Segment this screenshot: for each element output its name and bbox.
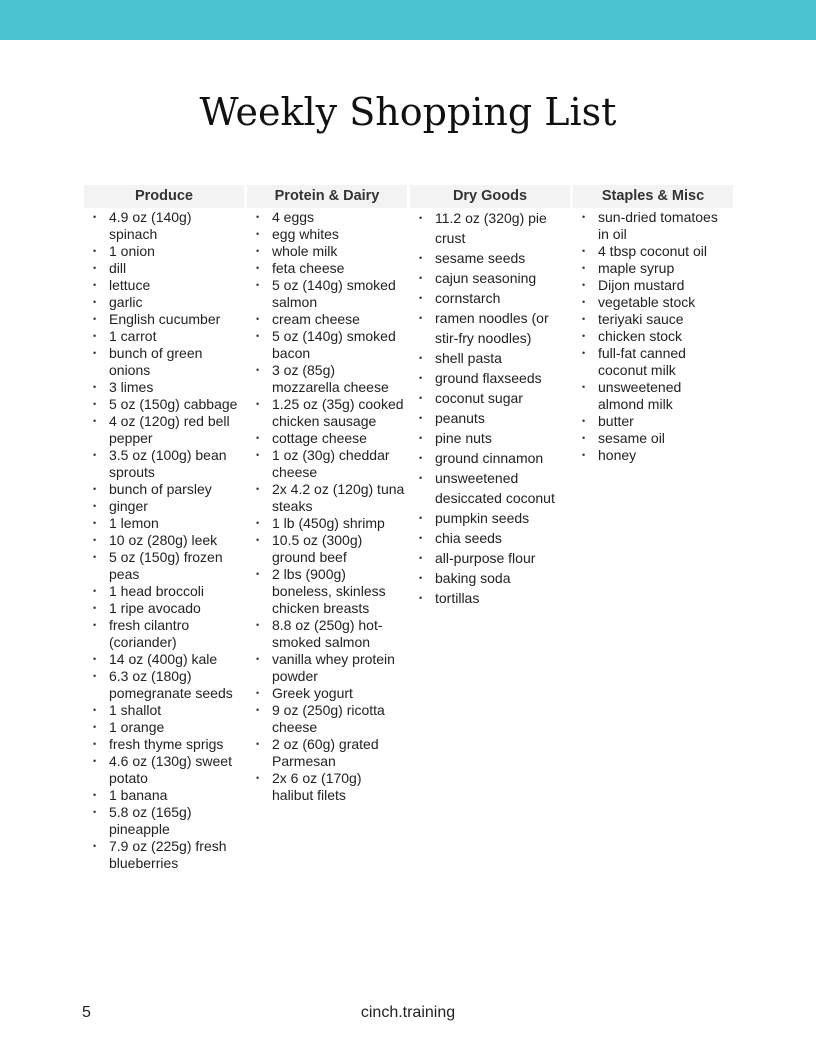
- list-item: • shell pasta: [410, 348, 570, 368]
- item-list: [84, 208, 244, 872]
- list-item: • all-purpose flour: [410, 548, 570, 568]
- list-item: • 1 lb (450g) shrimp: [247, 515, 407, 532]
- staples-misc-column: [573, 185, 733, 872]
- list-item: • Greek yogurt: [247, 685, 407, 702]
- protein-dairy-column: [247, 185, 407, 872]
- list-item: • lettuce: [84, 277, 244, 294]
- list-item: • chia seeds: [410, 528, 570, 548]
- list-item: • 5 oz (150g) cabbage: [84, 396, 244, 413]
- list-item: • 2 oz (60g) grated Parmesan: [247, 736, 407, 770]
- list-item: • 1 lemon: [84, 515, 244, 532]
- list-item: • dill: [84, 260, 244, 277]
- list-item: • bunch of parsley: [84, 481, 244, 498]
- page-number: 5: [82, 1004, 91, 1021]
- list-item: • 4 tbsp coconut oil: [573, 243, 733, 260]
- list-item: • 2x 4.2 oz (120g) tuna steaks: [247, 481, 407, 515]
- list-item: • 3.5 oz (100g) bean sprouts: [84, 447, 244, 481]
- column-header: Staples & Misc: [573, 185, 733, 208]
- list-item: • 8.8 oz (250g) hot-smoked salmon: [247, 617, 407, 651]
- list-item: • cottage cheese: [247, 430, 407, 447]
- list-item: • feta cheese: [247, 260, 407, 277]
- item-list: [573, 208, 733, 464]
- item-list: [247, 208, 407, 804]
- list-item: • 7.9 oz (225g) fresh blueberries: [84, 838, 244, 872]
- list-item: • ground flaxseeds: [410, 368, 570, 388]
- list-item: • 4 oz (120g) red bell pepper: [84, 413, 244, 447]
- list-item: • 4.6 oz (130g) sweet potato: [84, 753, 244, 787]
- list-item: • sesame oil: [573, 430, 733, 447]
- list-item: • 1 orange: [84, 719, 244, 736]
- list-item: • chicken stock: [573, 328, 733, 345]
- top-accent-bar: [0, 0, 816, 40]
- list-item: • 5 oz (140g) smoked bacon: [247, 328, 407, 362]
- column-header: Protein & Dairy: [247, 185, 407, 208]
- list-item: • ground cinnamon: [410, 448, 570, 468]
- list-item: • honey: [573, 447, 733, 464]
- list-item: • peanuts: [410, 408, 570, 428]
- list-item: • bunch of green onions: [84, 345, 244, 379]
- list-item: • unsweetened almond milk: [573, 379, 733, 413]
- list-item: • vanilla whey protein powder: [247, 651, 407, 685]
- list-item: • 5.8 oz (165g) pineapple: [84, 804, 244, 838]
- list-item: • 1 banana: [84, 787, 244, 804]
- list-item: • 9 oz (250g) ricotta cheese: [247, 702, 407, 736]
- list-item: • teriyaki sauce: [573, 311, 733, 328]
- list-item: • 5 oz (150g) frozen peas: [84, 549, 244, 583]
- list-item: • fresh thyme sprigs: [84, 736, 244, 753]
- list-item: • 4 eggs: [247, 209, 407, 226]
- list-item: • coconut sugar: [410, 388, 570, 408]
- list-item: • 6.3 oz (180g) pomegranate seeds: [84, 668, 244, 702]
- column-header: Produce: [84, 185, 244, 208]
- list-item: • sun-dried tomatoes in oil: [573, 209, 733, 243]
- list-item: • 1 carrot: [84, 328, 244, 345]
- list-item: • 2x 6 oz (170g) halibut filets: [247, 770, 407, 804]
- shopping-list-columns: [84, 185, 734, 872]
- list-item: • 1 onion: [84, 243, 244, 260]
- list-item: • pine nuts: [410, 428, 570, 448]
- list-item: • sesame seeds: [410, 248, 570, 268]
- list-item: • 10.5 oz (300g) ground beef: [247, 532, 407, 566]
- list-item: • 11.2 oz (320g) pie crust: [410, 208, 570, 248]
- list-item: • 2 lbs (900g) boneless, skinless chicken breasts: [247, 566, 407, 617]
- list-item: • butter: [573, 413, 733, 430]
- list-item: • 1 head broccoli: [84, 583, 244, 600]
- list-item: • 1 shallot: [84, 702, 244, 719]
- list-item: • ramen noodles (or stir-fry noodles): [410, 308, 570, 348]
- list-item: • garlic: [84, 294, 244, 311]
- column-header: Dry Goods: [410, 185, 570, 208]
- list-item: • 10 oz (280g) leek: [84, 532, 244, 549]
- list-item: • maple syrup: [573, 260, 733, 277]
- list-item: • Dijon mustard: [573, 277, 733, 294]
- list-item: • English cucumber: [84, 311, 244, 328]
- list-item: • tortillas: [410, 588, 570, 608]
- item-list: [410, 208, 570, 608]
- list-item: • 1 ripe avocado: [84, 600, 244, 617]
- list-item: • 1.25 oz (35g) cooked chicken sausage: [247, 396, 407, 430]
- list-item: • 5 oz (140g) smoked salmon: [247, 277, 407, 311]
- list-item: • vegetable stock: [573, 294, 733, 311]
- list-item: • 14 oz (400g) kale: [84, 651, 244, 668]
- list-item: • pumpkin seeds: [410, 508, 570, 528]
- list-item: • cream cheese: [247, 311, 407, 328]
- list-item: • cornstarch: [410, 288, 570, 308]
- list-item: • 3 oz (85g) mozzarella cheese: [247, 362, 407, 396]
- list-item: • cajun seasoning: [410, 268, 570, 288]
- list-item: • full-fat canned coconut milk: [573, 345, 733, 379]
- list-item: • baking soda: [410, 568, 570, 588]
- list-item: • egg whites: [247, 226, 407, 243]
- list-item: • fresh cilantro (coriander): [84, 617, 244, 651]
- footer-site: cinch.training: [360, 1004, 456, 1021]
- produce-column: [84, 185, 244, 872]
- list-item: • ginger: [84, 498, 244, 515]
- page-title: Weekly Shopping List: [199, 90, 617, 134]
- list-item: • unsweetened desiccated coconut: [410, 468, 570, 508]
- list-item: • 3 limes: [84, 379, 244, 396]
- list-item: • 4.9 oz (140g) spinach: [84, 209, 244, 243]
- list-item: • 1 oz (30g) cheddar cheese: [247, 447, 407, 481]
- dry-goods-column: [410, 185, 570, 872]
- list-item: • whole milk: [247, 243, 407, 260]
